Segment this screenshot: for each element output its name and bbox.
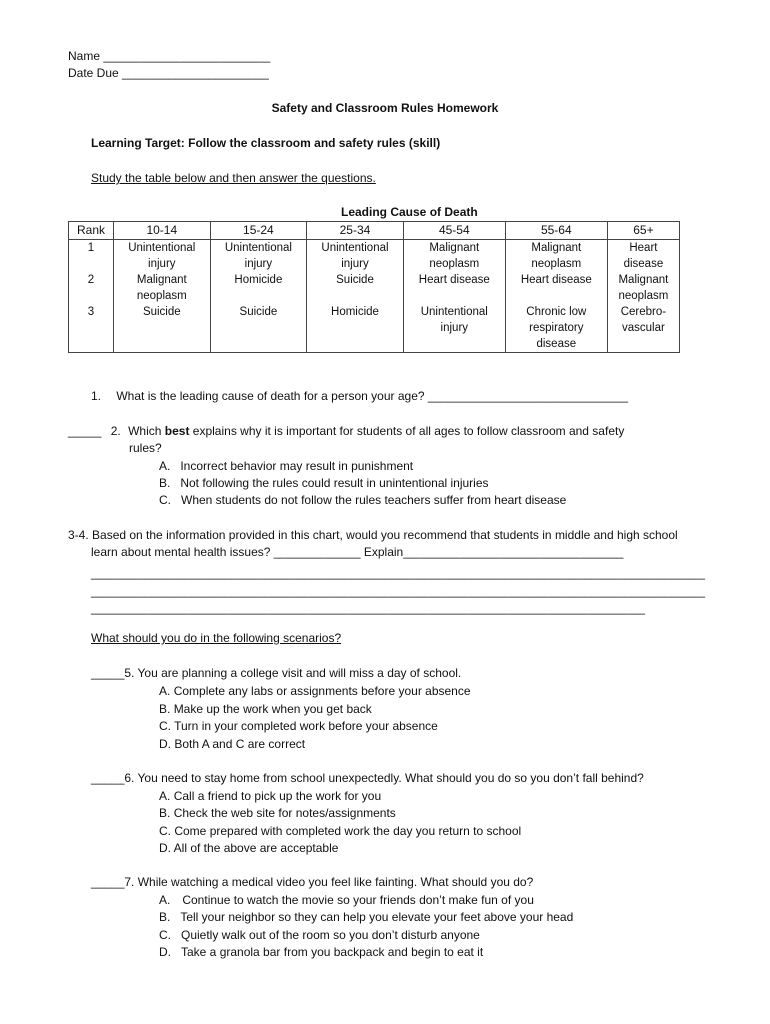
question-2-text: Which best explains why it is important for students of all ages to follow classroom and safety: [128, 424, 625, 438]
table-cell: Suicide: [210, 304, 307, 353]
table-cell: Homicide: [307, 304, 404, 353]
option-d[interactable]: D. Both A and C are correct: [159, 737, 306, 751]
option-c[interactable]: C. Quietly walk out of the room so you don’t disturb anyone: [159, 928, 480, 942]
col-header-55-64: 55-64: [505, 222, 607, 240]
col-header-10-14: 10-14: [114, 222, 211, 240]
table-cell: Malignant neoplasm: [505, 240, 607, 273]
question-3-4-line2[interactable]: learn about mental health issues? _____________ Explain_________________________________: [91, 545, 624, 559]
col-header-25-34: 25-34: [307, 222, 404, 240]
learning-target: Learning Target: Follow the classroom and safety rules (skill): [91, 136, 441, 150]
question-1-text[interactable]: What is the leading cause of death for a person your age? ______________________________: [116, 389, 629, 403]
option-b[interactable]: B. Not following the rules could result in unintentional injuries: [159, 476, 489, 490]
name-field[interactable]: Name _________________________: [68, 49, 271, 63]
table-row: [69, 304, 680, 353]
table-cell: Heart disease: [403, 272, 505, 304]
option-a[interactable]: A. Complete any labs or assignments before your absence: [159, 684, 471, 698]
question-7[interactable]: _____7. While watching a medical video you feel like fainting. What should you do?: [91, 875, 534, 889]
cause-of-death-table: [68, 221, 680, 353]
scenarios-heading: What should you do in the following scenarios?: [91, 631, 342, 645]
table-cell: Suicide: [307, 272, 404, 304]
instruction: Study the table below and then answer the questions.: [91, 171, 376, 185]
option-d[interactable]: D. Take a granola bar from you backpack and begin to eat it: [159, 945, 484, 959]
date-due-field[interactable]: Date Due ______________________: [68, 66, 269, 80]
table-header-row: [69, 222, 680, 240]
table-caption: Leading Cause of Death: [341, 205, 478, 219]
question-number: 1.: [91, 389, 102, 403]
rank-cell: 1: [69, 240, 114, 273]
answer-line[interactable]: ____________________________________________________________________________________________: [91, 584, 705, 598]
option-d[interactable]: D. All of the above are acceptable: [159, 841, 339, 855]
table-cell: Unintentional injury: [307, 240, 404, 273]
table-cell: Homicide: [210, 272, 307, 304]
table-cell: Unintentional injury: [210, 240, 307, 273]
option-b[interactable]: B. Tell your neighbor so they can help you elevate your feet above your head: [159, 910, 574, 924]
question-5[interactable]: _____5. You are planning a college visit and will miss a day of school.: [91, 666, 462, 680]
table-row: [69, 240, 680, 273]
col-header-rank: Rank: [69, 222, 114, 240]
option-b[interactable]: B. Check the web site for notes/assignments: [159, 806, 396, 820]
option-c[interactable]: C. When students do not follow the rules teachers suffer from heart disease: [159, 493, 567, 507]
table-cell: Unintentional injury: [114, 240, 211, 273]
table-cell: Malignant neoplasm: [403, 240, 505, 273]
question-1: [91, 389, 628, 403]
answer-line[interactable]: ____________________________________________________________________________________________: [91, 566, 705, 580]
option-a[interactable]: A. Continue to watch the movie so your friends don’t make fun of you: [159, 893, 534, 907]
col-header-65-plus: 65+: [607, 222, 679, 240]
answer-blank[interactable]: _____: [68, 424, 102, 438]
question-6[interactable]: _____6. You need to stay home from school unexpectedly. What should you do so you don’t fall behind?: [91, 771, 644, 785]
table-cell: Unintentional injury: [403, 304, 505, 353]
question-2-text-line2: rules?: [129, 441, 162, 455]
option-b[interactable]: B. Make up the work when you get back: [159, 702, 372, 716]
table-cell: Heart disease: [505, 272, 607, 304]
page-title: Safety and Classroom Rules Homework: [271, 101, 499, 115]
option-c[interactable]: C. Turn in your completed work before your absence: [159, 719, 438, 733]
option-a[interactable]: A. Call a friend to pick up the work for you: [159, 789, 382, 803]
rank-cell: 3: [69, 304, 114, 353]
rank-cell: 2: [69, 272, 114, 304]
table-cell: Malignant neoplasm: [114, 272, 211, 304]
table-cell: Cerebro- vascular: [607, 304, 679, 353]
table-cell: Suicide: [114, 304, 211, 353]
table-cell: Chronic low respiratory disease: [505, 304, 607, 353]
table-row: [69, 272, 680, 304]
col-header-15-24: 15-24: [210, 222, 307, 240]
option-c[interactable]: C. Come prepared with completed work the day you return to school: [159, 824, 522, 838]
question-2: [68, 424, 624, 438]
question-3-4: 3-4. Based on the information provided in this chart, would you recommend that students in middle and high school: [68, 528, 678, 542]
answer-line[interactable]: ___________________________________________________________________________________: [91, 601, 645, 615]
table-cell: Heart disease: [607, 240, 679, 273]
table-cell: Malignant neoplasm: [607, 272, 679, 304]
option-a[interactable]: A. Incorrect behavior may result in punishment: [159, 459, 414, 473]
question-number: 2.: [110, 424, 121, 438]
col-header-45-54: 45-54: [403, 222, 505, 240]
